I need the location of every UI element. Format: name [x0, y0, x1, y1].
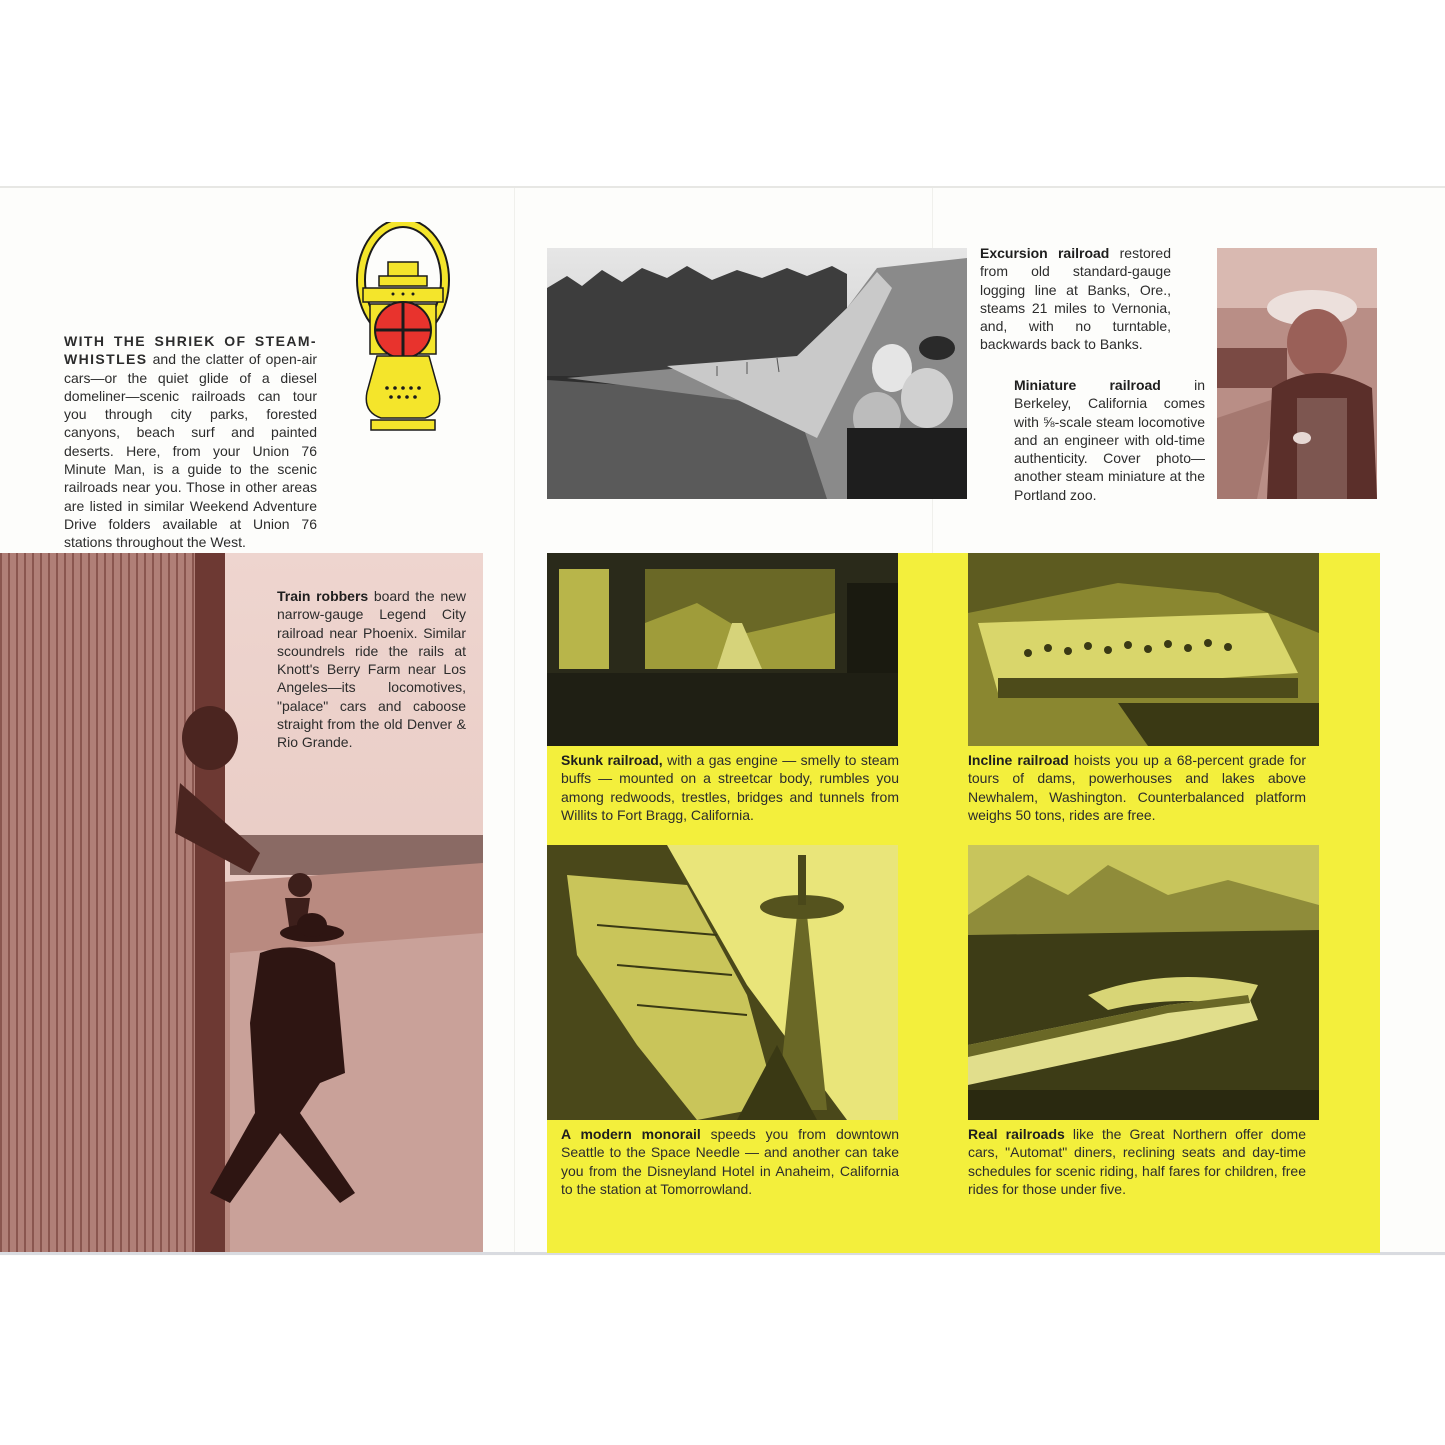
intro-body: and the clatter of open-air cars—or the quiet glide of a diesel domeliner—scenic railroads can tour you through city parks, forested canyons, beach surf and painted deserts. Here, from your Union 76 Minute Man, is a guide to the scenic railroads near you. Those in other areas are listed in similar Weekend Adventure Drive folders available at Union 76 stations throughout the West. [64, 351, 317, 551]
skunk-caption [561, 751, 899, 824]
intro-lead: WITH THE SHRIEK OF STEAM-WHISTLES [64, 333, 317, 368]
monorail-text: speeds you from downtown Seattle to the Space Needle — and another can take you from the Disneyland Hotel in Anaheim, California to the station at Tomorrowland. [561, 1126, 899, 1197]
skunk-title: Skunk railroad, [561, 752, 663, 768]
real-title: Real railroads [968, 1126, 1065, 1142]
monorail-photo [547, 845, 898, 1120]
excursion-text: restored from old standard-gauge logging line at Banks, Ore., steams 21 miles to Vernonia, and, with no turntable, backwards back to Banks. [980, 245, 1171, 353]
real-caption [968, 1125, 1306, 1198]
page-edge-top [0, 186, 1445, 188]
engineer-photo [1217, 248, 1377, 499]
robbers-title: Train robbers [277, 588, 369, 604]
miniature-text-before: in Berkeley, California comes with [1014, 377, 1205, 430]
excursion-caption [980, 244, 1171, 354]
intro-paragraph-top [64, 332, 317, 552]
miniature-caption [1014, 376, 1205, 504]
robbers-caption [277, 587, 466, 752]
skunk-text: with a gas engine — smelly to steam buffs — mounted on a streetcar body, rumbles you among redwoods, trestles, bridges and tunnels from Willits to Fort Bragg, California. [561, 752, 899, 823]
excursion-train-photo [547, 248, 967, 499]
incline-railroad-photo [968, 553, 1319, 746]
monorail-title: A modern monorail [561, 1126, 701, 1142]
robbers-text: board the new narrow-gauge Legend City railroad near Phoenix. Similar scoundrels ride the rails at Knott's Berry Farm near Los Angeles—its locomotives, "palace" cars and caboose straight from the old Denver & Rio Grande. [277, 588, 467, 751]
incline-text: hoists you up a 68-percent grade for tours of dams, powerhouses and lakes above Newhalem, Washington. Counterbalanced platform weighs 50 tons, rides are free. [968, 752, 1306, 823]
incline-caption [968, 751, 1306, 824]
miniature-fraction: ⅝ [1042, 413, 1055, 430]
real-railroad-photo [968, 845, 1319, 1120]
miniature-text-after: -scale steam locomotive and an engineer with old-time authenticity. Cover photo—another steam miniature at the Portland zoo. [1014, 413, 1205, 503]
monorail-caption [561, 1125, 899, 1198]
excursion-title: Excursion railroad [980, 245, 1110, 261]
fold-line-left [514, 188, 515, 1252]
real-text: like the Great Northern offer dome cars, "Automat" diners, reclining seats and day-time schedules for scenic riding, half fares for children, free rides for those under five. [968, 1126, 1306, 1197]
skunk-railroad-photo [547, 553, 898, 746]
railroad-lantern-icon [343, 222, 467, 440]
incline-title: Incline railroad [968, 752, 1069, 768]
miniature-title: Miniature railroad [1014, 377, 1161, 393]
